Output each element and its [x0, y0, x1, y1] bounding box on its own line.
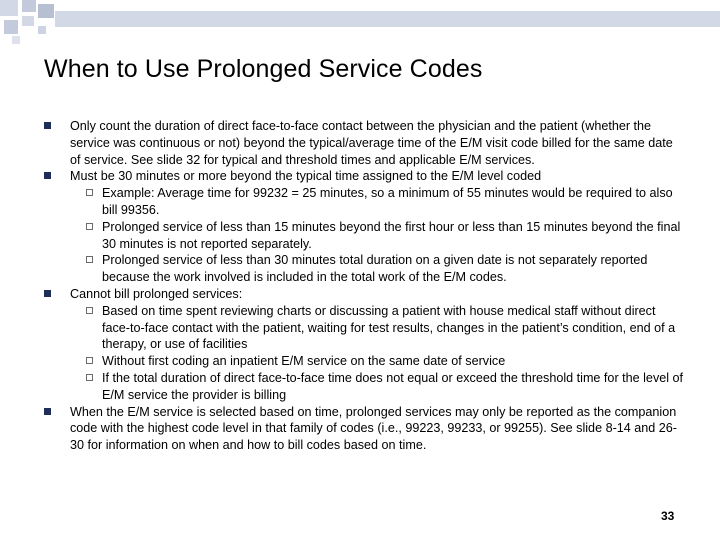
sub-bullet-text: Without first coding an inpatient E/M service on the same date of service: [102, 354, 506, 369]
header-decoration: [0, 0, 720, 50]
sub-bullet-text: Prolonged service of less than 15 minutes beyond the first hour or less than 15 minutes beyond the final 30 minutes is not reported separately.: [102, 219, 681, 251]
bullet-item: [44, 118, 684, 168]
slide-title: When to Use Prolonged Service Codes: [44, 55, 483, 83]
sub-bullet-marker: [86, 374, 93, 381]
sub-bullet-item: [44, 353, 684, 370]
sub-bullet-item: [44, 303, 684, 353]
sub-bullet-text: If the total duration of direct face-to-face time does not equal or exceed the threshold time for the level of E/M service the provider is billing: [102, 370, 684, 402]
sub-bullet-marker: [86, 223, 93, 230]
bullet-list: [44, 118, 684, 454]
sub-bullet-item: [44, 185, 684, 219]
bullet-item: [44, 286, 684, 303]
sub-bullet-marker: [86, 357, 93, 364]
sub-bullet-text: Prolonged service of less than 30 minutes total duration on a given date is not separately reported because the work involved is included in the total work of the E/M codes.: [102, 253, 648, 285]
bullet-marker: [44, 290, 51, 297]
bullet-text: When the E/M service is selected based on time, prolonged services may only be reported as the companion code with the highest code level in that family of codes (i.e., 99223, 99233, or 99255). See slide 8-14 and 26-30 for information on when and how to bill codes based on time.: [70, 404, 677, 453]
sub-bullet-item: [44, 252, 684, 286]
bullet-item: [44, 168, 684, 185]
bullet-text: Cannot bill prolonged services:: [70, 286, 243, 301]
bullet-marker: [44, 122, 51, 129]
bullet-item: [44, 404, 684, 454]
bullet-text: Must be 30 minutes or more beyond the typical time assigned to the E/M level coded: [70, 169, 542, 184]
sub-bullet-text: Example: Average time for 99232 = 25 minutes, so a minimum of 55 minutes would be required to also bill 99356.: [102, 186, 673, 217]
bullet-marker: [44, 408, 51, 415]
sub-bullet-text: Based on time spent reviewing charts or discussing a patient with house medical staff without direct face-to-face contact with the patient, waiting for test results, changes in the patient’s condition, end of a therapy, or use of facilities: [102, 303, 676, 352]
sub-bullet-item: [44, 219, 684, 253]
sub-bullet-marker: [86, 189, 93, 196]
sub-bullet-marker: [86, 307, 93, 314]
sub-bullet-item: [44, 370, 684, 404]
bullet-text: Only count the duration of direct face-to-face contact between the physician and the patient (whether the service was continuous or not) beyond the typical/average time of the E/M visit code billed for the same date of service. See slide 32 for typical and threshold times and applicable E/M services.: [70, 119, 673, 167]
page-number: 33: [661, 509, 675, 523]
bullet-marker: [44, 172, 51, 179]
sub-bullet-marker: [86, 256, 93, 263]
